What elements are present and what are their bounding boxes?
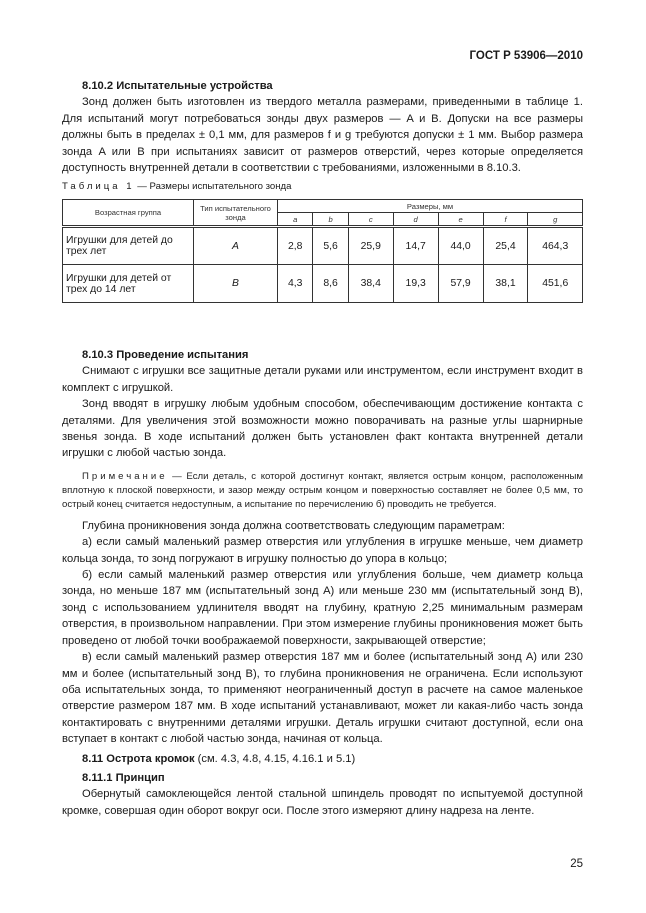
cell-value: 44,0 [438,227,483,265]
table-caption-label: Таблица 1 [62,181,135,192]
cell-value: 8,6 [313,265,348,303]
cell-value: 451,6 [528,265,583,303]
cell-type: B [194,265,278,303]
paragraph: Зонд вводят в игрушку любым удобным способом, обеспечивающим достижение контакта с деталями. Для увеличения этой возможности можно поворачивать на разные углы шарнирные звенья зонда. В ходе испытаний должен быть установлен факт контакта внутренней детали игрушки с любой частью зонда. [62,398,583,460]
paragraph: Глубина проникновения зонда должна соответствовать следующим параметрам: [82,519,505,532]
list-item-c: в) если самый маленький размер отверстия 187 мм и более (испытательный зонд A) или 230 мм и более (испытательный зонд B), то глубина проникновения не ограничена. Если используют оба испытательных зонда, то применяют неограниченный доступ в расчете на самое маленькое отверстие размером 187 мм. В ходе испытаний устанавливают, может ли какая-либо часть зонда контактировать с внутренними деталями игрушки. Деталь игрушки считают доступной, если она вступает в контакт с любой частью зонда, начиная от кольца. [62,651,583,746]
list-item-a: а) если самый маленький размер отверстия или углубления в игрушке меньше, чем диаметр кольца зонда, то зонд погружают в игрушку полностью до упора в кольцо; [62,536,583,565]
cell-value: 464,3 [528,227,583,265]
section-heading: 8.10.2 Испытательные устройства [82,80,273,92]
paragraph: Зонд должен быть изготовлен из твердого металла размерами, приведенными в таблице 1. Для испытаний могут потребоваться зонды двух размеров — A и B. Допуски на все размеры должны быть в пределах ± 0,1 мм, для размеров f и g требуются допуски ± 1 мм. Выбор размера зонда A или B при испытаниях зависит от размеров отверстий, через которые определяется доступность внутренней детали в соответствии с требованиями, изложенными в 8.10.3. [62,96,583,175]
header-col-f: f [483,213,528,227]
section-8-10-3 [62,347,583,819]
document-header: ГОСТ Р 53906—2010 [469,50,583,62]
paragraph: Снимают с игрушки все защитные детали руками или инструментом, если инструмент входит в комплект с игрушкой. [62,365,583,394]
cell-value: 25,4 [483,227,528,265]
table-caption [62,181,583,192]
paragraph: Обернутый самоклеющейся лентой стальной шпиндель проводят по испытуемой доступной кромке, совершая один оборот вокруг оси. После этого измеряют длину надреза на ленте. [62,788,583,817]
cell-value: 14,7 [393,227,438,265]
table-caption-text: — Размеры испытательного зонда [134,181,292,192]
header-col-b: b [313,213,348,227]
cell-value: 57,9 [438,265,483,303]
header-age-group: Возрастная группа [63,200,194,227]
section-8-10-2 [62,78,583,176]
cell-value: 38,4 [348,265,393,303]
header-col-e: e [438,213,483,227]
header-col-a: a [278,213,313,227]
note-label: Примечание [82,470,168,482]
header-sizes: Размеры, мм [278,200,583,213]
cell-value: 5,6 [313,227,348,265]
header-probe-type: Тип испытательного зонда [194,200,278,227]
cell-value: 4,3 [278,265,313,303]
list-item-b: б) если самый маленький размер отверстия или углубления больше, чем диаметр кольца зонда, но меньше 187 мм (испытательный зонд A) или меньше 230 мм (испытательный зонд B), зонд с использованием удлинителя вводят на глубину, кратную 2,25 минимальным размерам отверстия, в произвольном направлении. При этом измерение глубины проникновения может быть проведено от любой точки воображаемой поверхности, закрывающей отверстие; [62,569,583,647]
cell-age: Игрушки для детей от трех до 14 лет [63,265,194,303]
page-number: 25 [570,858,583,870]
table-row [63,227,583,265]
probe-size-table [62,199,583,303]
header-col-d: d [393,213,438,227]
table-row [63,265,583,303]
note [62,470,583,512]
section-heading: 8.11.1 Принцип [82,771,165,784]
cell-age: Игрушки для детей до трех лет [63,227,194,265]
header-col-g: g [528,213,583,227]
section-heading: 8.11 Острота кромок [82,752,195,765]
cell-value: 19,3 [393,265,438,303]
section-heading: 8.10.3 Проведение испытания [82,349,249,361]
note-text: — Если деталь, с которой достигнут контакт, является острым концом, расположенным вплотную к плоской поверхности, и зазор между острым концом и поверхностью составляет не более 0,5 мм, то острый конец считается недоступным, а испытание по перечислению б) проводить не требуется. [62,470,583,510]
section-heading-8-11 [62,751,583,767]
cell-value: 25,9 [348,227,393,265]
cell-value: 38,1 [483,265,528,303]
header-col-c: c [348,213,393,227]
cell-type: A [194,227,278,265]
section-refs: (см. 4.3, 4.8, 4.15, 4.16.1 и 5.1) [194,752,356,765]
cell-value: 2,8 [278,227,313,265]
